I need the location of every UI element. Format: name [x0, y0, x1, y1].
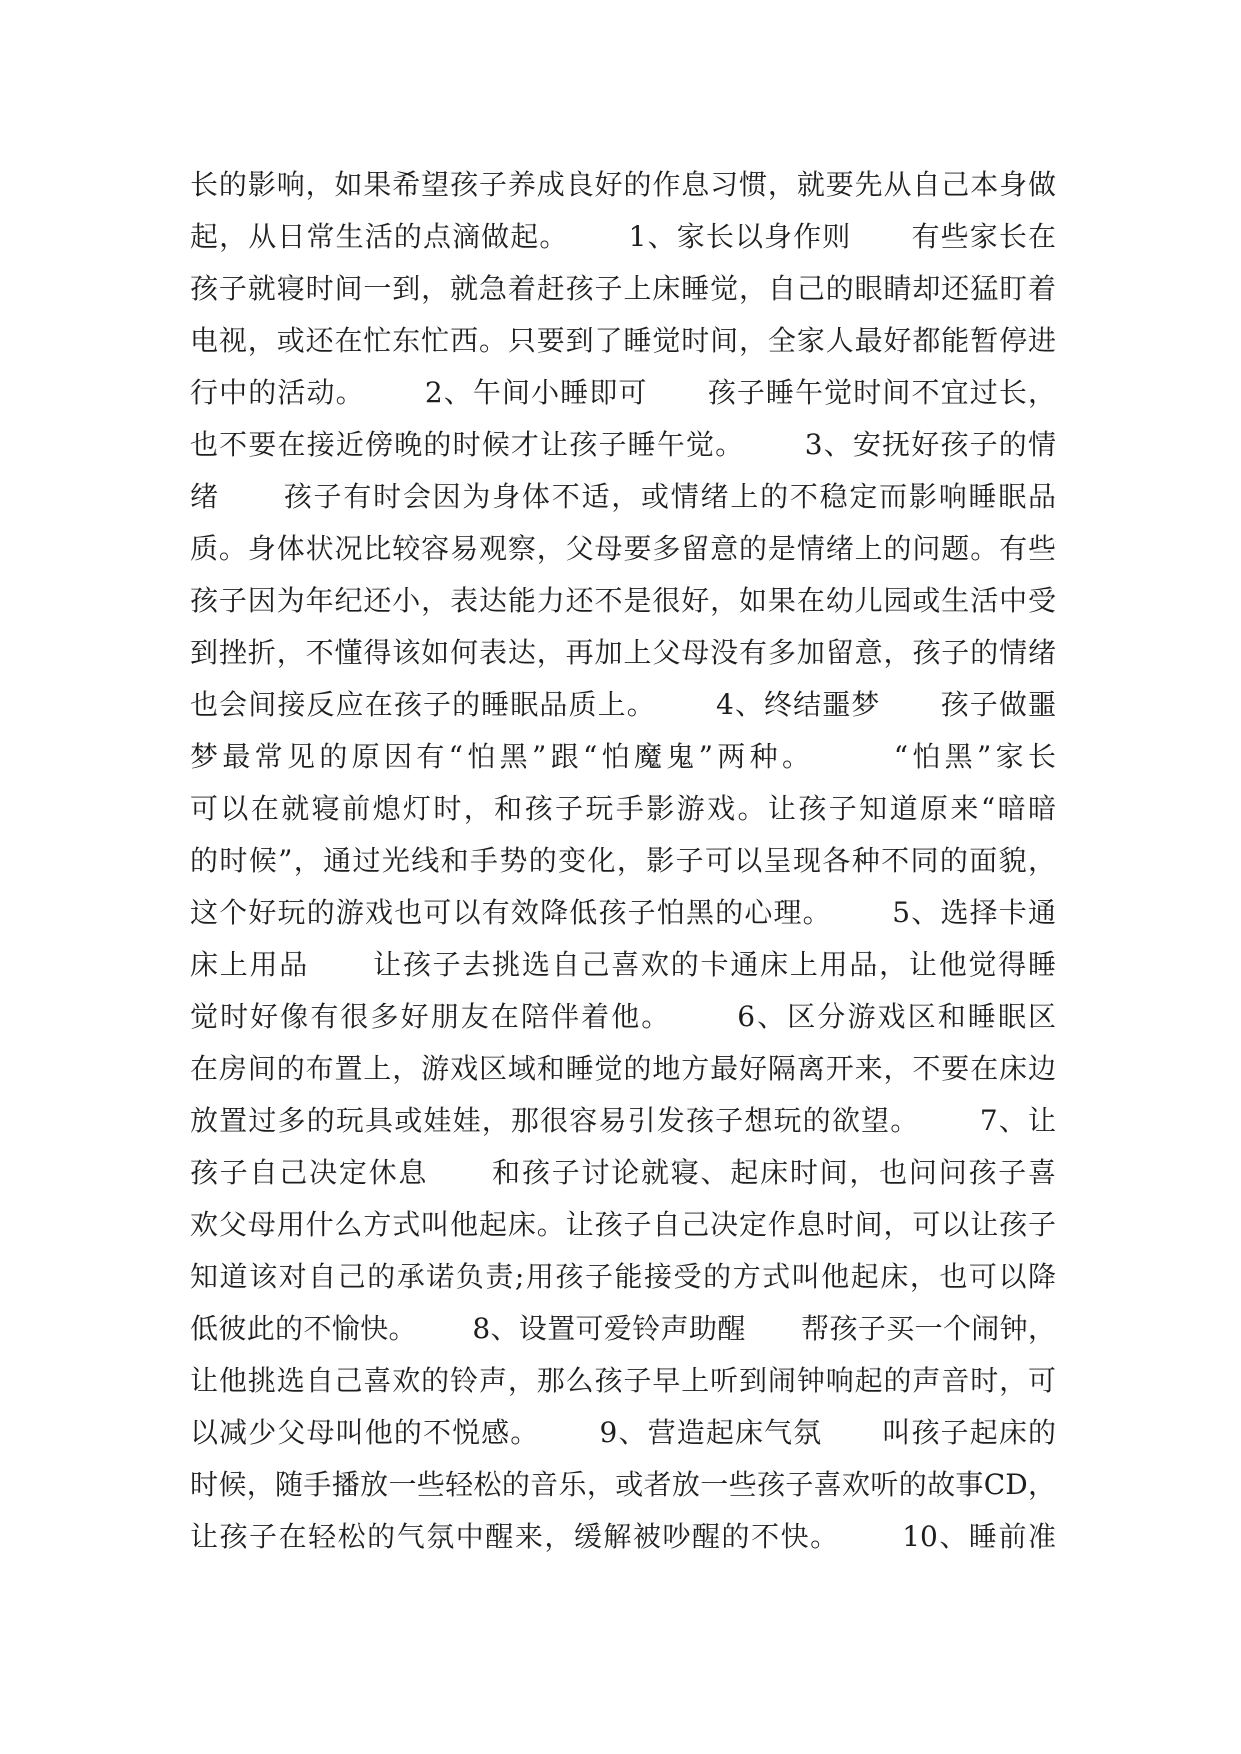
text-line: 觉时好像有很多好朋友在陪伴着他。 6、区分游戏区和睡眠区	[190, 1000, 1056, 1033]
text-line: 欢父母用什么方式叫他起床。让孩子自己决定作息时间，可以让孩子	[190, 1208, 1056, 1241]
text-line: 让孩子在轻松的气氛中醒来，缓解被吵醒的不快。 10、睡前准	[190, 1520, 1056, 1553]
text-line: 行中的活动。 2、午间小睡即可 孩子睡午觉时间不宜过长，	[190, 376, 1056, 409]
text-line: 孩子因为年纪还小，表达能力还不是很好，如果在幼儿园或生活中受	[190, 584, 1056, 617]
text-line: 放置过多的玩具或娃娃，那很容易引发孩子想玩的欲望。 7、让	[190, 1104, 1056, 1137]
text-line: 床上用品 让孩子去挑选自己喜欢的卡通床上用品，让他觉得睡	[190, 948, 1056, 981]
text-line: 梦最常见的原因有“怕黑”跟“怕魔鬼”两种。 “怕黑”家长	[190, 740, 1056, 773]
text-line: 质。身体状况比较容易观察，父母要多留意的是情绪上的问题。有些	[190, 532, 1056, 565]
text-line: 起，从日常生活的点滴做起。 1、家长以身作则 有些家长在	[190, 220, 1056, 253]
text-line: 绪 孩子有时会因为身体不适，或情绪上的不稳定而影响睡眠品	[190, 480, 1056, 513]
text-line: 这个好玩的游戏也可以有效降低孩子怕黑的心理。 5、选择卡通	[190, 896, 1056, 929]
text-line: 的时候”，通过光线和手势的变化，影子可以呈现各种不同的面貌，	[190, 844, 1056, 877]
text-line: 以减少父母叫他的不悦感。 9、营造起床气氛 叫孩子起床的	[190, 1416, 1056, 1449]
text-line: 孩子自己决定休息 和孩子讨论就寝、起床时间，也问问孩子喜	[190, 1156, 1056, 1189]
text-line: 低彼此的不愉快。 8、设置可爱铃声助醒 帮孩子买一个闹钟，	[190, 1312, 1056, 1345]
text-line: 在房间的布置上，游戏区域和睡觉的地方最好隔离开来，不要在床边	[190, 1052, 1056, 1085]
text-line: 电视，或还在忙东忙西。只要到了睡觉时间，全家人最好都能暂停进	[190, 324, 1056, 357]
text-line: 到挫折，不懂得该如何表达，再加上父母没有多加留意，孩子的情绪	[190, 636, 1056, 669]
text-line: 时候，随手播放一些轻松的音乐，或者放一些孩子喜欢听的故事CD，	[190, 1468, 1056, 1501]
text-line: 孩子就寝时间一到，就急着赶孩子上床睡觉，自己的眼睛却还猛盯着	[190, 272, 1056, 305]
text-line: 长的影响，如果希望孩子养成良好的作息习惯，就要先从自己本身做	[190, 168, 1056, 201]
text-line: 让他挑选自己喜欢的铃声，那么孩子早上听到闹钟响起的声音时，可	[190, 1364, 1056, 1397]
body-text	[190, 159, 1056, 1563]
text-line: 也会间接反应在孩子的睡眠品质上。 4、终结噩梦 孩子做噩	[190, 688, 1056, 721]
text-line: 也不要在接近傍晚的时候才让孩子睡午觉。 3、安抚好孩子的情	[190, 428, 1056, 461]
text-line: 知道该对自己的承诺负责;用孩子能接受的方式叫他起床，也可以降	[190, 1260, 1056, 1293]
text-line: 可以在就寝前熄灯时，和孩子玩手影游戏。让孩子知道原来“暗暗	[190, 792, 1056, 825]
